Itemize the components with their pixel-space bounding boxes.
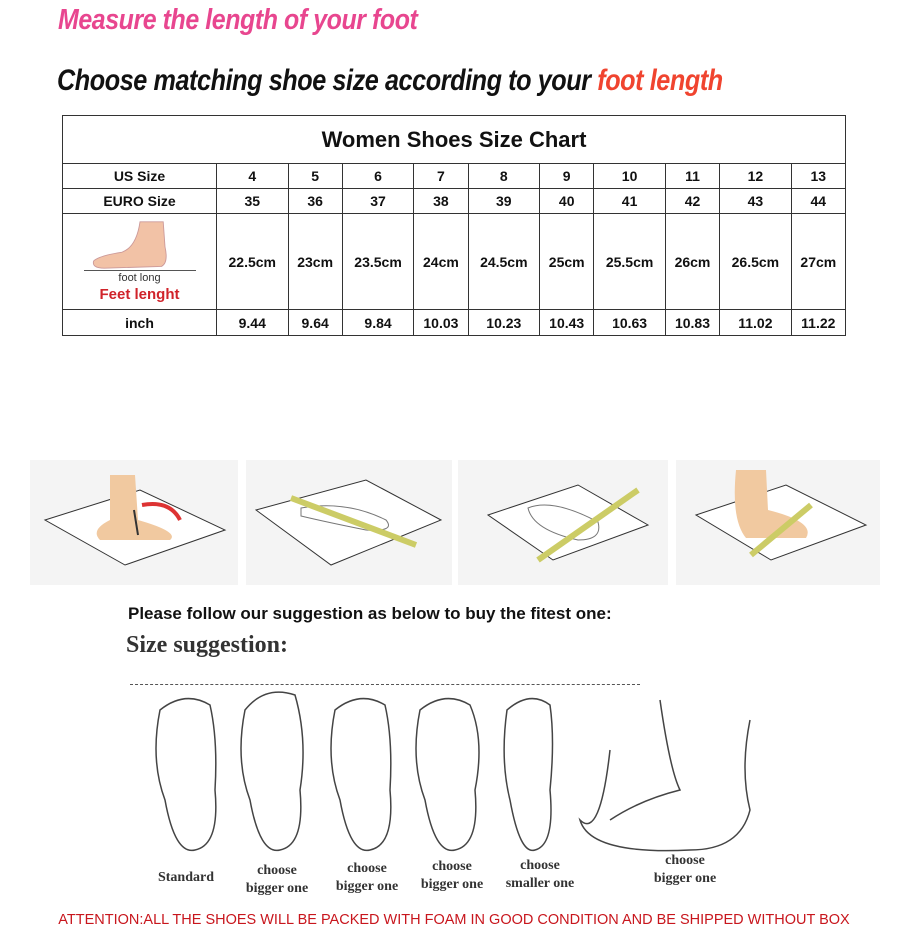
- foot-caption: foot long: [84, 270, 196, 284]
- feet-length-cell: [63, 214, 217, 310]
- row-label: EURO Size: [63, 189, 217, 214]
- table-cell: 44: [791, 189, 845, 214]
- foot-shapes-illustration: [140, 680, 770, 860]
- table-cell: 13: [791, 164, 845, 189]
- table-row: [63, 189, 846, 214]
- table-cell: 10.43: [540, 310, 594, 336]
- foot-label: choose smaller one: [505, 858, 575, 891]
- table-cell: 37: [342, 189, 414, 214]
- follow-suggestion-text: Please follow our suggestion as below to buy the fitest one:: [128, 604, 612, 623]
- table-cell: 6: [342, 164, 414, 189]
- foot-label-standard: Standard: [157, 870, 215, 885]
- table-cell: 7: [414, 164, 468, 189]
- table-cell: 9.44: [217, 310, 289, 336]
- heading: Measure the length of your foot: [58, 4, 418, 36]
- row-label: US Size: [63, 164, 217, 189]
- table-cell: 24cm: [414, 214, 468, 310]
- table-cell: 23cm: [288, 214, 342, 310]
- table-cell: 10.23: [468, 310, 540, 336]
- table-cell: 10.63: [594, 310, 666, 336]
- table-cell: 4: [217, 164, 289, 189]
- measure-step-4-image: [676, 460, 880, 585]
- table-cell: 26cm: [665, 214, 719, 310]
- table-row: [63, 164, 846, 189]
- foot-label: choose bigger one: [245, 863, 309, 896]
- measure-step-1-image: [30, 460, 238, 585]
- table-cell: 8: [468, 164, 540, 189]
- table-cell: 9.64: [288, 310, 342, 336]
- row-label: inch: [63, 310, 217, 336]
- table-cell: 38: [414, 189, 468, 214]
- table-cell: 11: [665, 164, 719, 189]
- table-cell: 25cm: [540, 214, 594, 310]
- foot-label: choose bigger one: [335, 861, 399, 894]
- table-cell: 10: [594, 164, 666, 189]
- table-cell: 43: [720, 189, 792, 214]
- table-cell: 36: [288, 189, 342, 214]
- foot-label: choose bigger one: [420, 859, 484, 892]
- row-label: Feet lenght: [99, 286, 180, 303]
- table-cell: 22.5cm: [217, 214, 289, 310]
- table-cell: 39: [468, 189, 540, 214]
- size-suggestion-title: Size suggestion:: [126, 632, 288, 658]
- foot-image-icon: [80, 220, 200, 270]
- table-row: [63, 310, 846, 336]
- table-row: [63, 214, 846, 310]
- subheading: [57, 64, 723, 98]
- table-cell: 9.84: [342, 310, 414, 336]
- table-cell: 25.5cm: [594, 214, 666, 310]
- foot-label: choose bigger one: [653, 853, 717, 886]
- table-cell: 10.83: [665, 310, 719, 336]
- table-cell: 9: [540, 164, 594, 189]
- table-cell: 40: [540, 189, 594, 214]
- table-cell: 24.5cm: [468, 214, 540, 310]
- measure-step-3-image: [458, 460, 668, 585]
- table-cell: 41: [594, 189, 666, 214]
- table-cell: 42: [665, 189, 719, 214]
- table-cell: 26.5cm: [720, 214, 792, 310]
- table-cell: 11.02: [720, 310, 792, 336]
- table-cell: 12: [720, 164, 792, 189]
- subheading-main: Choose matching shoe size according to your: [57, 64, 598, 97]
- subheading-highlight: foot length: [597, 64, 723, 97]
- table-cell: 23.5cm: [342, 214, 414, 310]
- table-cell: 35: [217, 189, 289, 214]
- table-cell: 27cm: [791, 214, 845, 310]
- table-title: Women Shoes Size Chart: [63, 116, 846, 164]
- table-cell: 5: [288, 164, 342, 189]
- table-cell: 10.03: [414, 310, 468, 336]
- size-chart-table: [62, 115, 846, 336]
- measure-step-2-image: [246, 460, 452, 585]
- table-cell: 11.22: [791, 310, 845, 336]
- attention-notice: ATTENTION:ALL THE SHOES WILL BE PACKED WITH FOAM IN GOOD CONDITION AND BE SHIPPED WITHOUT BOX: [58, 912, 850, 928]
